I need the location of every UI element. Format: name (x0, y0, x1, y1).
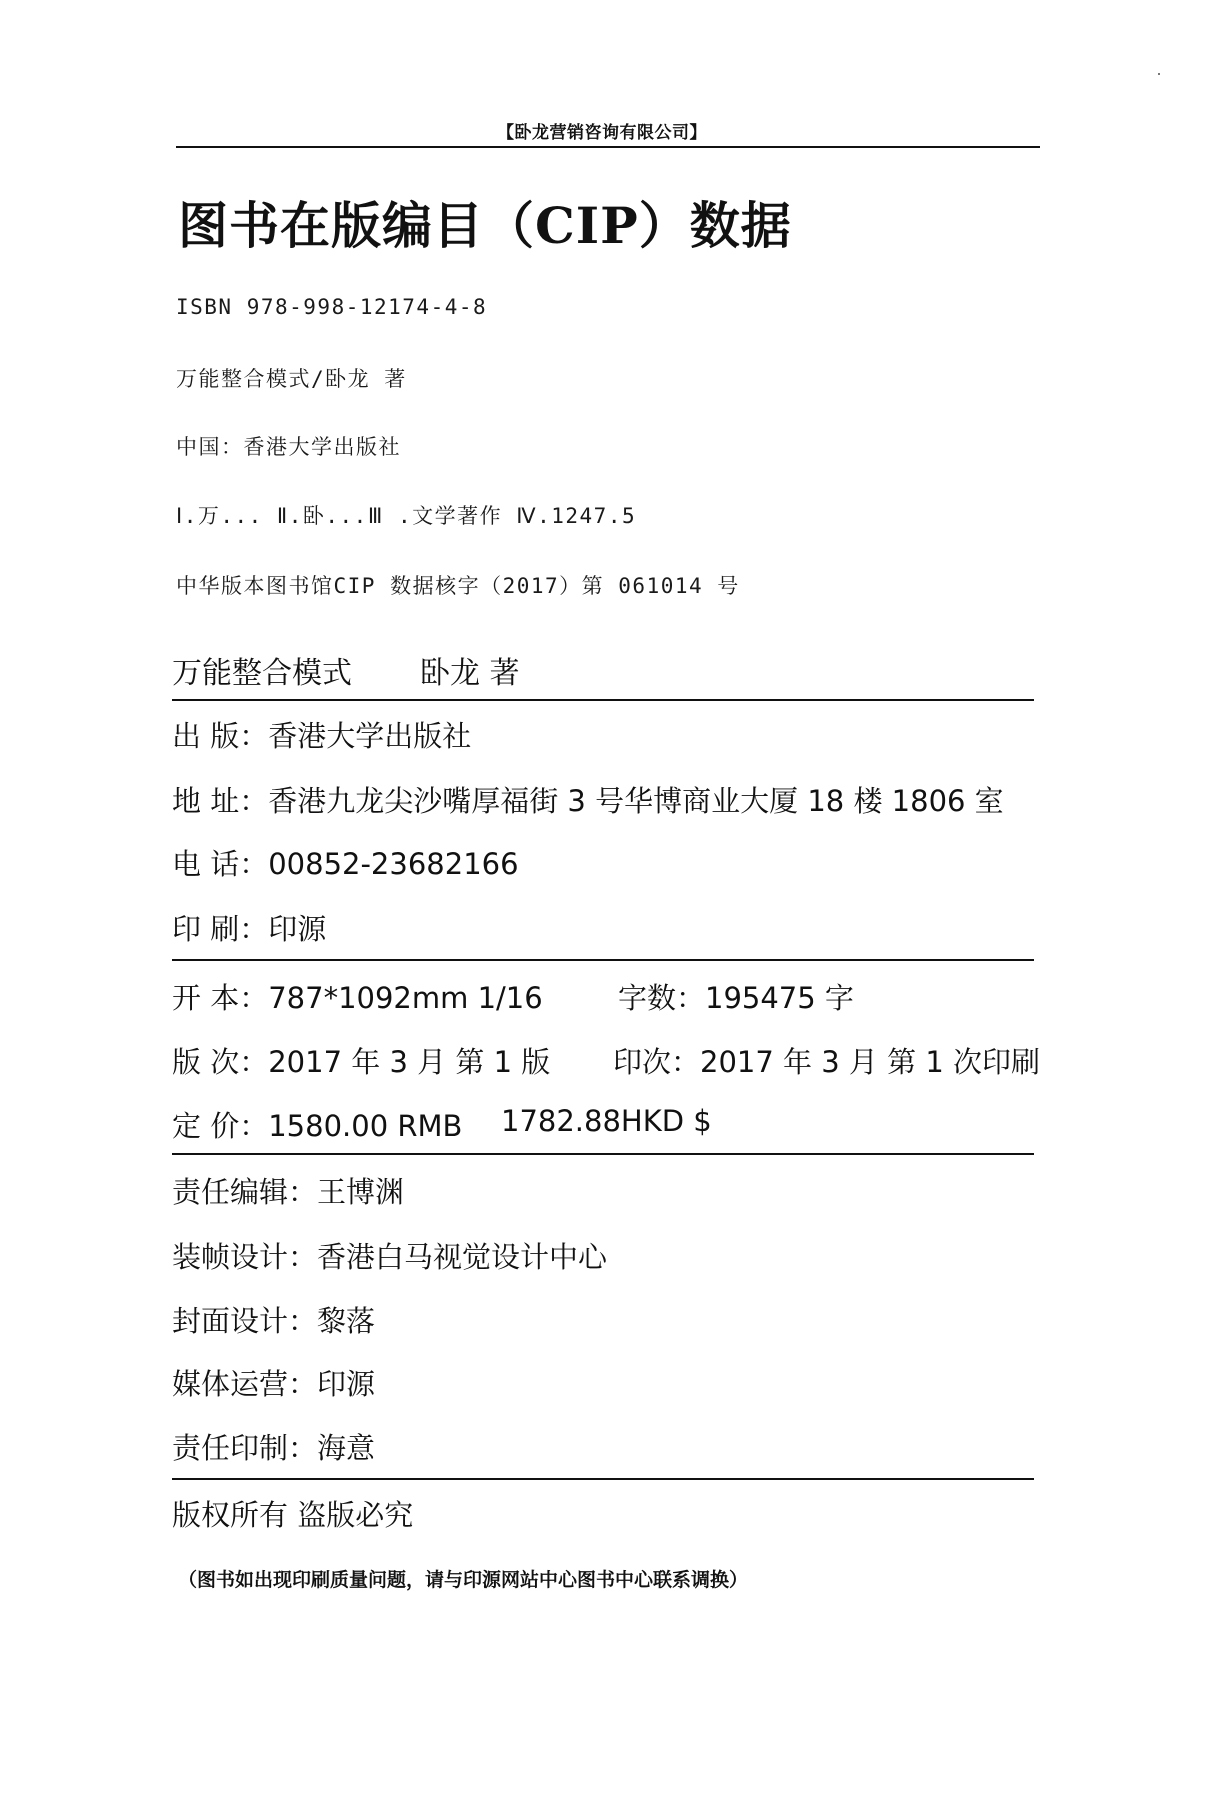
spec-price-hkd: 1782.88HKD $ (501, 1104, 712, 1138)
section-rule-3 (172, 1153, 1034, 1155)
copyright-notice: 版权所有 盗版必究 (172, 1498, 414, 1532)
credit-cover-design: 封面设计：黎落 (172, 1304, 376, 1338)
cip-isbn: ISBN 978-998-12174-4-8 (176, 295, 488, 319)
scan-speck (1158, 73, 1160, 75)
credit-print-responsible: 责任印制：海意 (172, 1431, 376, 1465)
publisher-address: 地 址：香港九龙尖沙嘴厚福街 3 号华博商业大厦 18 楼 1806 室 (172, 784, 1004, 818)
section-rule-4 (172, 1478, 1034, 1480)
section-rule-2 (172, 959, 1034, 961)
cip-library-record: 中华版本图书馆CIP 数据核字（2017）第 061014 号 (176, 574, 740, 598)
cip-title-author: 万能整合模式/卧龙 著 (176, 367, 407, 391)
publisher-publish: 出 版：香港大学出版社 (172, 719, 472, 753)
spec-edition: 版 次：2017 年 3 月 第 1 版 (172, 1045, 551, 1079)
header-rule (176, 146, 1040, 148)
credit-media-operation: 媒体运营：印源 (172, 1367, 376, 1401)
company-header: 【卧龙营销咨询有限公司】 (497, 123, 707, 143)
cip-publisher: 中国：香港大学出版社 (176, 435, 401, 459)
spec-word-count: 字数：195475 字 (618, 981, 854, 1015)
credit-binding-design: 装帧设计：香港白马视觉设计中心 (172, 1240, 608, 1274)
section-rule-1 (172, 699, 1034, 701)
page-title: 图书在版编目（CIP）数据 (178, 196, 792, 255)
cip-classification: Ⅰ.万... Ⅱ.卧...Ⅲ .文学著作 Ⅳ.1247.5 (176, 504, 637, 528)
quality-note: （图书如出现印刷质量问题，请与印源网站中心图书中心联系调换） (178, 1569, 749, 1591)
spec-price-rmb: 定 价：1580.00 RMB (172, 1109, 463, 1143)
book-author: 卧龙 著 (420, 656, 520, 691)
credit-editor: 责任编辑：王博渊 (172, 1175, 405, 1209)
spec-format: 开 本：787*1092mm 1/16 (172, 981, 543, 1015)
spec-printing: 印次：2017 年 3 月 第 1 次印刷 (613, 1045, 1041, 1079)
publisher-print: 印 刷：印源 (172, 912, 327, 946)
publisher-phone: 电 话：00852-23682166 (172, 847, 519, 881)
book-name: 万能整合模式 (172, 656, 352, 691)
